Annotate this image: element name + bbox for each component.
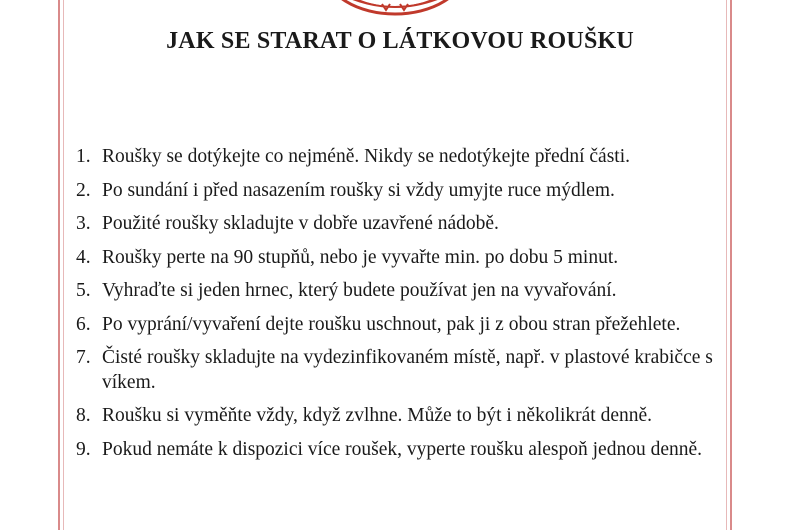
list-item-text: Po sundání i před nasazením roušky si vždy umyjte ruce mýdlem. (102, 179, 615, 201)
list-item-number: 9. (76, 438, 91, 460)
list-item-text: Po vyprání/vyvaření dejte roušku uschnout, pak ji z obou stran přežehlete. (102, 313, 681, 335)
list-item (76, 313, 721, 338)
list-item-number: 1. (76, 146, 91, 167)
list-item-number: 3. (76, 213, 91, 234)
list-item-number: 4. (76, 246, 91, 268)
rules-list (76, 145, 721, 471)
list-item-text: Roušku si vyměňte vždy, když zvlhne. Může to být i několikrát denně. (102, 405, 653, 426)
list-item-number: 7. (76, 347, 91, 368)
list-item-text: Pokud nemáte k dispozici více roušek, vyperte roušku alespoň jednou denně. (102, 438, 703, 460)
list-item-text: Vyhraďte si jeden hrnec, který budete používat jen na vyvařování. (102, 280, 617, 301)
list-item-number: 2. (76, 179, 91, 201)
list-item-text: Použité roušky skladujte v dobře uzavřené nádobě. (102, 213, 499, 234)
list-item-number: 6. (76, 313, 91, 335)
list-item-text: Roušky se dotýkejte co nejméně. Nikdy se nedotýkejte přední části. (102, 146, 630, 167)
list-item (76, 346, 721, 395)
list-item-text: Roušky perte na 90 stupňů, nebo je vyvařte min. po dobu 5 minut. (102, 246, 619, 268)
list-item (76, 404, 721, 429)
list-item-text: Čisté roušky skladujte na vydezinfikovaném místě, např. v plastové krabičce s víkem. (102, 347, 713, 393)
list-item-number: 8. (76, 405, 91, 426)
list-item (76, 179, 721, 204)
page-title: JAK SE STARAT O LÁTKOVOU ROUŠKU (166, 28, 634, 54)
list-item-number: 5. (76, 280, 91, 301)
list-item (76, 279, 721, 304)
list-item (76, 438, 721, 463)
list-item (76, 145, 721, 170)
list-item (76, 212, 721, 237)
list-item (76, 246, 721, 271)
emblem-icon (322, 0, 468, 16)
